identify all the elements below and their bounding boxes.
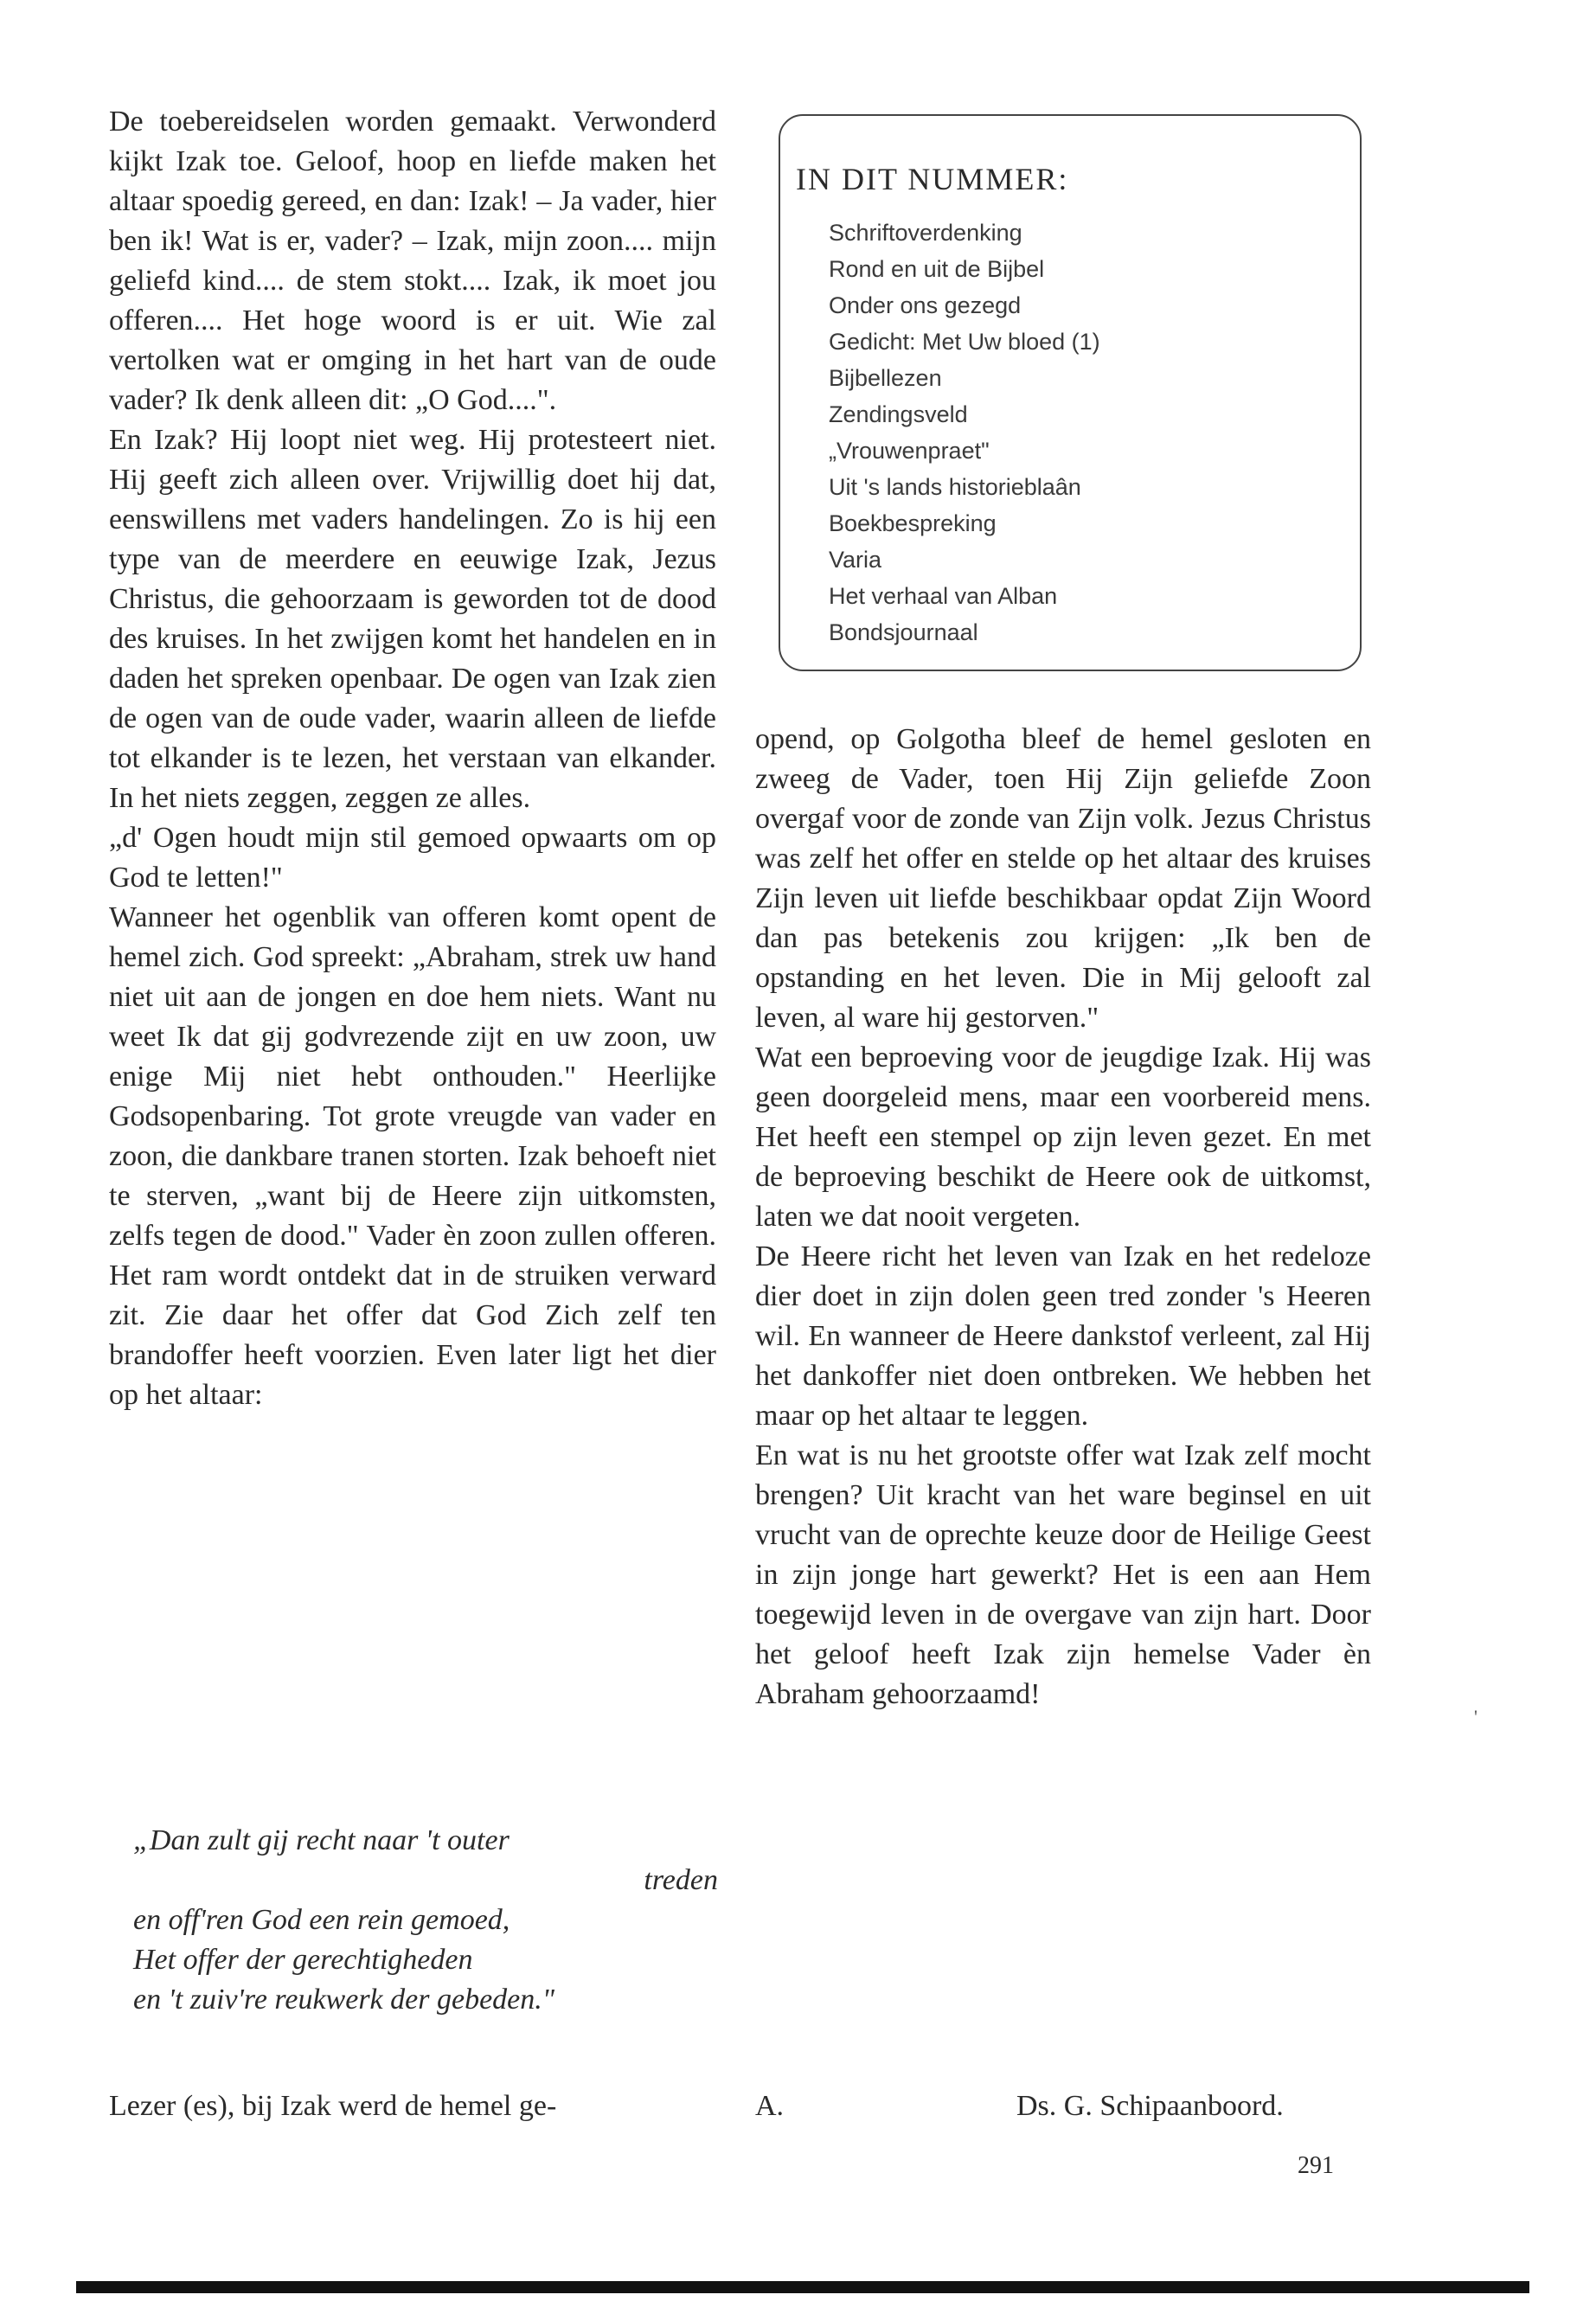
contents-title: IN DIT NUMMER: (796, 162, 1069, 196)
paragraph: Wanneer het ogenblik van offeren komt opent de hemel zich. God spreekt: „Abraham, strek uw hand niet uit aan de jongen en doe hem niets. Want nu weet Ik dat gij godvrezende zijt en uw zoon, uw enige Mij niet hebt onthouden." Heerlijke Godsopenbaring. Tot grote vreugde van vader en zoon, die dankbare tranen storten. Izak behoeft niet te sterven, „want bij de Heere zijn uitkomsten, zelfs tegen de dood." Vader èn zoon zullen offeren. Het ram wordt ontdekt dat in de struiken verward zit. Zie daar het offer dat God Zich zelf ten brandoffer heeft voorzien. Even later ligt het dier op het altaar: (109, 901, 716, 1411)
contents-item: Gedicht: Met Uw bloed (1) (829, 329, 1100, 355)
contents-item: Uit 's lands historieblaân (829, 474, 1081, 500)
contents-item: Schriftoverdenking (829, 220, 1022, 246)
contents-item: Boekbespreking (829, 510, 997, 536)
margin-mark: ' (1474, 1706, 1477, 1727)
contents-item: Zendingsveld (829, 401, 968, 427)
contents-list (829, 215, 1348, 651)
poem-line: Het offer der gerechtigheden (133, 1944, 473, 1976)
contents-item: Rond en uit de Bijbel (829, 256, 1045, 282)
contents-item: „Vrouwenpraet" (829, 438, 990, 464)
contents-item: Onder ons gezegd (829, 292, 1022, 318)
page-number: 291 (1298, 2152, 1334, 2179)
right-column (755, 720, 1371, 1715)
poem-line: en off'ren God een rein gemoed, (133, 1904, 510, 1936)
closing-line: Lezer (es), bij Izak werd de hemel ge- (109, 2090, 557, 2122)
paragraph: De Heere richt het leven van Izak en het redeloze dier doet in zijn dolen geen tred zonder 's Heeren wil. En wanneer de Heere dankstof verleent, zal Hij het dankoffer niet doen ontbreken. We hebben het maar op het altaar te leggen. (755, 1240, 1371, 1432)
poem (133, 1821, 718, 2020)
poem-line-continuation: treden (644, 1864, 718, 1896)
paragraph: De toebereidselen worden gemaakt. Verwonderd kijkt Izak toe. Geloof, hoop en liefde maken het altaar spoedig gereed, en dan: Izak! – Ja vader, hier ben ik! Wat is er, vader? – Izak, mijn zoon.... mijn geliefd kind.... de stem stokt.... Izak, ik moet jou offeren.... Het hoge woord is er uit. Wie zal vertolken wat er omging in het hart van de oude vader? Ik denk alleen dit: „O God....". (109, 106, 716, 416)
poem-line: „Dan zult gij recht naar 't outer (133, 1824, 510, 1856)
bottom-rule (76, 2281, 1529, 2293)
paragraph: opend, op Golgotha bleef de hemel gesloten en zweeg de Vader, toen Hij Zijn geliefde Zoon overgaf voor de zonde van Zijn volk. Jezus Christus was zelf het offer en stelde op het altaar des kruises Zijn leven uit liefde beschikbaar opdat Zijn Woord dan pas betekenis zou krijgen: „Ik ben de opstanding en het leven. Die in Mij gelooft zal leven, al ware hij gestorven." (755, 723, 1371, 1034)
contents-item: Bijbellezen (829, 365, 942, 391)
paragraph: Wat een beproeving voor de jeugdige Izak. Hij was geen doorgeleid mens, maar een voorbereid mens. Het heeft een stempel op zijn leven gezet. En met de beproeving beschikt de Heere ook de uitkomst, laten we dat nooit vergeten. (755, 1042, 1371, 1233)
poem-line: en 't zuiv're reukwerk der gebeden." (133, 1984, 555, 2016)
contents-item: Varia (829, 547, 882, 573)
paragraph: En Izak? Hij loopt niet weg. Hij protesteert niet. Hij geeft zich alleen over. Vrijwillig doet hij dat, eenswillens met vaders handelingen. Zo is hij een type van de meerdere en eeuwige Izak, Jezus Christus, die gehoorzaam is geworden tot de dood des kruises. In het zwijgen komt het handelen en in daden het spreken openbaar. De ogen van Izak zien de ogen van de oude vader, waarin alleen de liefde tot elkander is te lezen, het verstaan van elkander. In het niets zeggen, zeggen ze alles. (109, 424, 716, 814)
signature-initial: A. (755, 2090, 785, 2122)
quote-line: „d' Ogen houdt mijn stil gemoed opwaarts om op God te letten!" (109, 822, 716, 894)
paragraph: En wat is nu het grootste offer wat Izak zelf mocht brengen? Uit kracht van het ware beginsel en uit vrucht van de oprechte keuze door de Heilige Geest in zijn jonge hart gewerkt? Het is een aan Hem toegewijd leven in de overgave van zijn hart. Door het geloof heeft Izak zijn hemelse Vader èn Abraham gehoorzaamd! (755, 1439, 1371, 1710)
contents-item: Het verhaal van Alban (829, 583, 1058, 609)
signature-author: Ds. G. Schipaanboord. (1016, 2090, 1284, 2122)
left-column (109, 102, 716, 1415)
contents-item: Bondsjournaal (829, 619, 978, 645)
